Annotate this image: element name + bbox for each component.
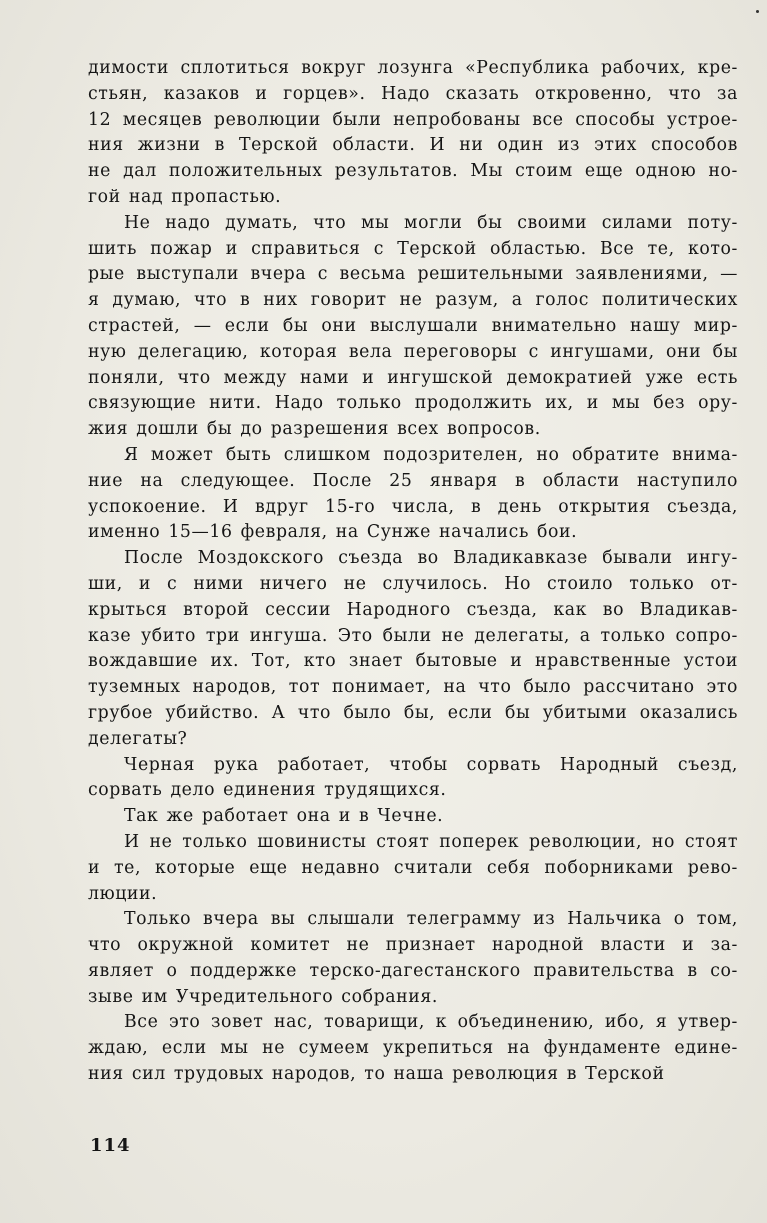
text-line: ние на следующее. После 25 января в области наступило: [88, 470, 738, 491]
paragraph: [88, 443, 738, 546]
text-line: вождавшие их. Тот, кто знает бытовые и нравственные устои: [88, 651, 738, 672]
paragraph: [88, 1010, 738, 1087]
text-line: крыться второй сессии Народного съезда, как во Владикав-: [88, 599, 738, 620]
text-line: связующие нити. Надо только продолжить их, и мы без ору-: [88, 393, 738, 414]
text-line: казе убито три ингуша. Это были не делегаты, а только сопро-: [88, 625, 738, 646]
text-line: Я может быть слишком подозрителен, но обратите внима-: [124, 444, 738, 465]
text-line: поняли, что между нами и ингушской демократией уже есть: [88, 367, 738, 388]
text-line: люции.: [88, 883, 158, 904]
text-line: шить пожар и справиться с Терской областью. Все те, кото-: [88, 238, 738, 259]
text-line: Черная рука работает, чтобы сорвать Народный съезд,: [124, 754, 738, 775]
text-line: После Моздокского съезда во Владикавказе бывали ингу-: [124, 548, 738, 569]
text-line: и те, которые еще недавно считали себя поборниками рево-: [88, 857, 738, 878]
text-line: ную делегацию, которая вела переговоры с ингушами, они бы: [88, 341, 738, 362]
text-line: димости сплотиться вокруг лозунга «Республика рабочих, кре-: [88, 58, 738, 78]
text-line: что окружной комитет не признает народной власти и за-: [88, 935, 738, 956]
text-line: Только вчера вы слышали телеграмму из Нальчика о том,: [124, 909, 738, 930]
text-line: И не только шовинисты стоят поперек революции, но стоят: [124, 831, 738, 852]
text-line: Так же работает она и в Чечне.: [124, 806, 444, 827]
paragraph: [88, 753, 738, 805]
text-line: делегаты?: [88, 728, 188, 749]
corner-mark: [756, 10, 759, 13]
page-text: [88, 56, 738, 1088]
paragraph: [88, 830, 738, 907]
text-line: страстей, — если бы они выслушали внимательно нашу мир-: [88, 315, 738, 336]
text-line: Все это зовет нас, товарищи, к объединению, ибо, я утвер-: [124, 1012, 738, 1033]
text-line: 12 месяцев революции были непробованы все способы устрое-: [88, 109, 738, 130]
text-line: ши, и с ними ничего не случилось. Но стоило только от-: [88, 573, 738, 594]
paragraph: [88, 56, 738, 211]
text-line: ния сил трудовых народов, то наша революция в Терской: [88, 1064, 665, 1085]
text-line: зыве им Учредительного собрания.: [88, 986, 438, 1007]
text-line: успокоение. И вдруг 15-го числа, в день открытия съезда,: [88, 496, 738, 517]
text-line: именно 15—16 февраля, на Сунже начались бои.: [88, 522, 578, 543]
text-line: туземных народов, тот понимает, на что было рассчитано это: [88, 677, 738, 698]
text-line: являет о поддержке терско-дагестанского правительства в со-: [88, 960, 738, 981]
text-line: я думаю, что в них говорит не разум, а голос политических: [88, 290, 738, 311]
text-line: грубое убийство. А что было бы, если бы убитыми оказались: [88, 702, 738, 723]
text-line: ждаю, если мы не сумеем укрепиться на фундаменте едине-: [88, 1038, 738, 1059]
page-number: 114: [90, 1135, 131, 1156]
text-line: жия дошли бы до разрешения всех вопросов.: [88, 419, 541, 440]
text-line: не дал положительных результатов. Мы стоим еще одною но-: [88, 161, 738, 182]
text-line: Не надо думать, что мы могли бы своими силами поту-: [124, 212, 738, 233]
text-line: рые выступали вчера с весьма решительными заявлениями, —: [88, 264, 738, 285]
text-line: ния жизни в Терской области. И ни один из этих способов: [88, 135, 738, 156]
text-line: стьян, казаков и горцев». Надо сказать откровенно, что за: [88, 83, 738, 104]
paragraph: [88, 211, 738, 443]
paragraph: [88, 546, 738, 752]
paragraph: [88, 907, 738, 1010]
paragraph: [88, 804, 738, 830]
text-line: гой над пропастью.: [88, 186, 282, 207]
text-line: сорвать дело единения трудящихся.: [88, 780, 447, 801]
